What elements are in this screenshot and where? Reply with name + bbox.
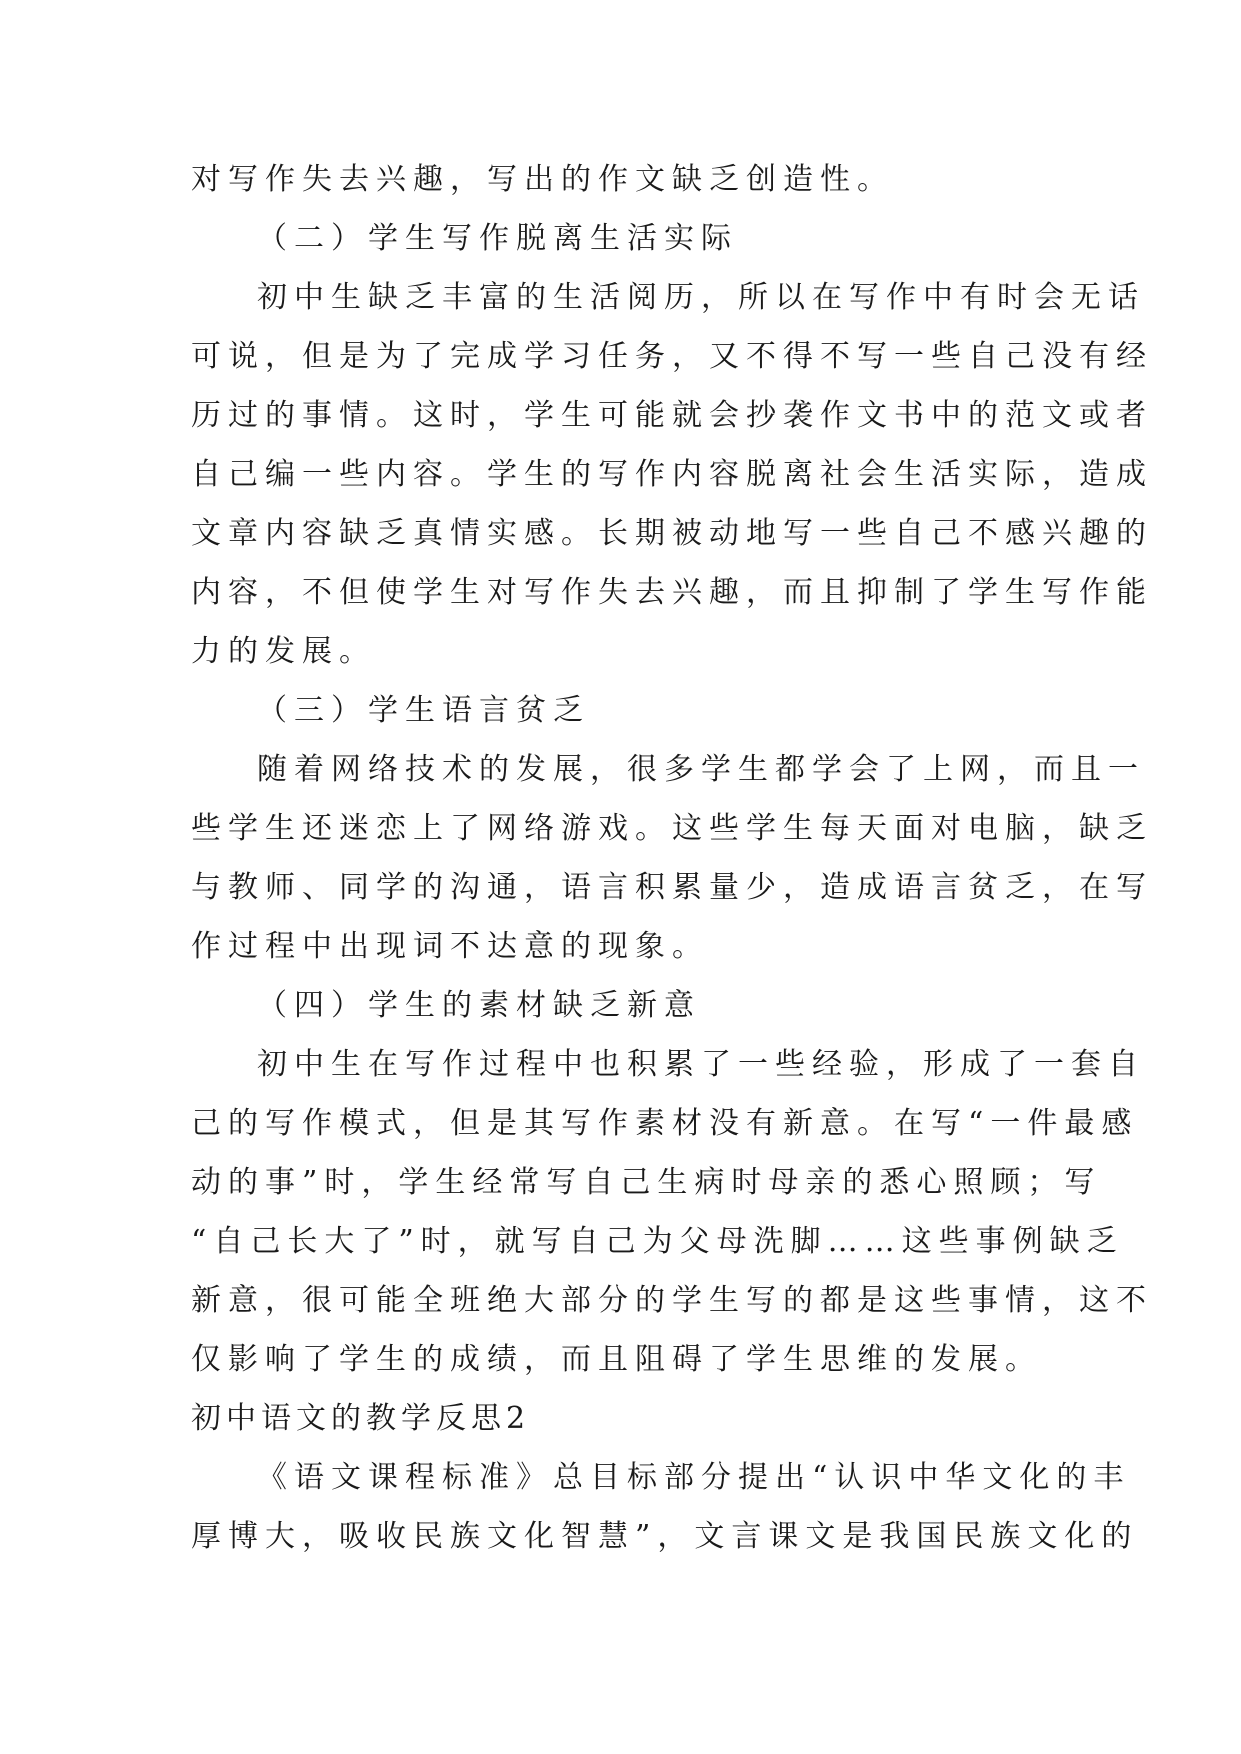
- body-text-line: 随着网络技术的发展，很多学生都学会了上网，而且一: [257, 752, 1145, 787]
- section-heading-4: （四）学生的素材缺乏新意: [257, 988, 701, 1023]
- article-title: 初中语文的教学反思2: [191, 1401, 531, 1436]
- body-text-line: 动的事”时，学生经常写自己生病时母亲的悉心照顾；写: [191, 1165, 1102, 1200]
- body-text-line: 历过的事情。这时，学生可能就会抄袭作文书中的范文或者: [191, 398, 1153, 433]
- body-text-line: 与教师、同学的沟通，语言积累量少，造成语言贫乏，在写: [191, 870, 1153, 905]
- section-heading-2: （二）学生写作脱离生活实际: [257, 221, 738, 256]
- body-text-line: 文章内容缺乏真情实感。长期被动地写一些自己不感兴趣的: [191, 516, 1153, 551]
- body-text-line: 己的写作模式，但是其写作素材没有新意。在写“一件最感: [191, 1106, 1139, 1141]
- body-text-line: 对写作失去兴趣，写出的作文缺乏创造性。: [191, 162, 894, 197]
- body-text-line: 可说，但是为了完成学习任务，又不得不写一些自己没有经: [191, 339, 1153, 374]
- body-text-line: 自己编一些内容。学生的写作内容脱离社会生活实际，造成: [191, 457, 1153, 492]
- document-page: [191, 150, 1153, 1566]
- body-text-line: 初中生在写作过程中也积累了一些经验，形成了一套自: [257, 1047, 1145, 1082]
- body-text-line: 《语文课程标准》总目标部分提出“认识中华文化的丰: [257, 1460, 1131, 1495]
- section-heading-3: （三）学生语言贫乏: [257, 693, 590, 728]
- body-text-line: 力的发展。: [191, 634, 376, 669]
- body-text-line: 作过程中出现词不达意的现象。: [191, 929, 709, 964]
- body-text-line: 内容，不但使学生对写作失去兴趣，而且抑制了学生写作能: [191, 575, 1153, 610]
- body-text-line: 些学生还迷恋上了网络游戏。这些学生每天面对电脑，缺乏: [191, 811, 1153, 846]
- body-text-line: 仅影响了学生的成绩，而且阻碍了学生思维的发展。: [191, 1342, 1042, 1377]
- body-text-line: 厚博大，吸收民族文化智慧”，文言课文是我国民族文化的: [191, 1519, 1139, 1554]
- body-text-line: “自己长大了”时，就写自己为父母洗脚……这些事例缺乏: [191, 1224, 1124, 1259]
- body-text-line: 新意，很可能全班绝大部分的学生写的都是这些事情，这不: [191, 1283, 1153, 1318]
- body-text-line: 初中生缺乏丰富的生活阅历，所以在写作中有时会无话: [257, 280, 1145, 315]
